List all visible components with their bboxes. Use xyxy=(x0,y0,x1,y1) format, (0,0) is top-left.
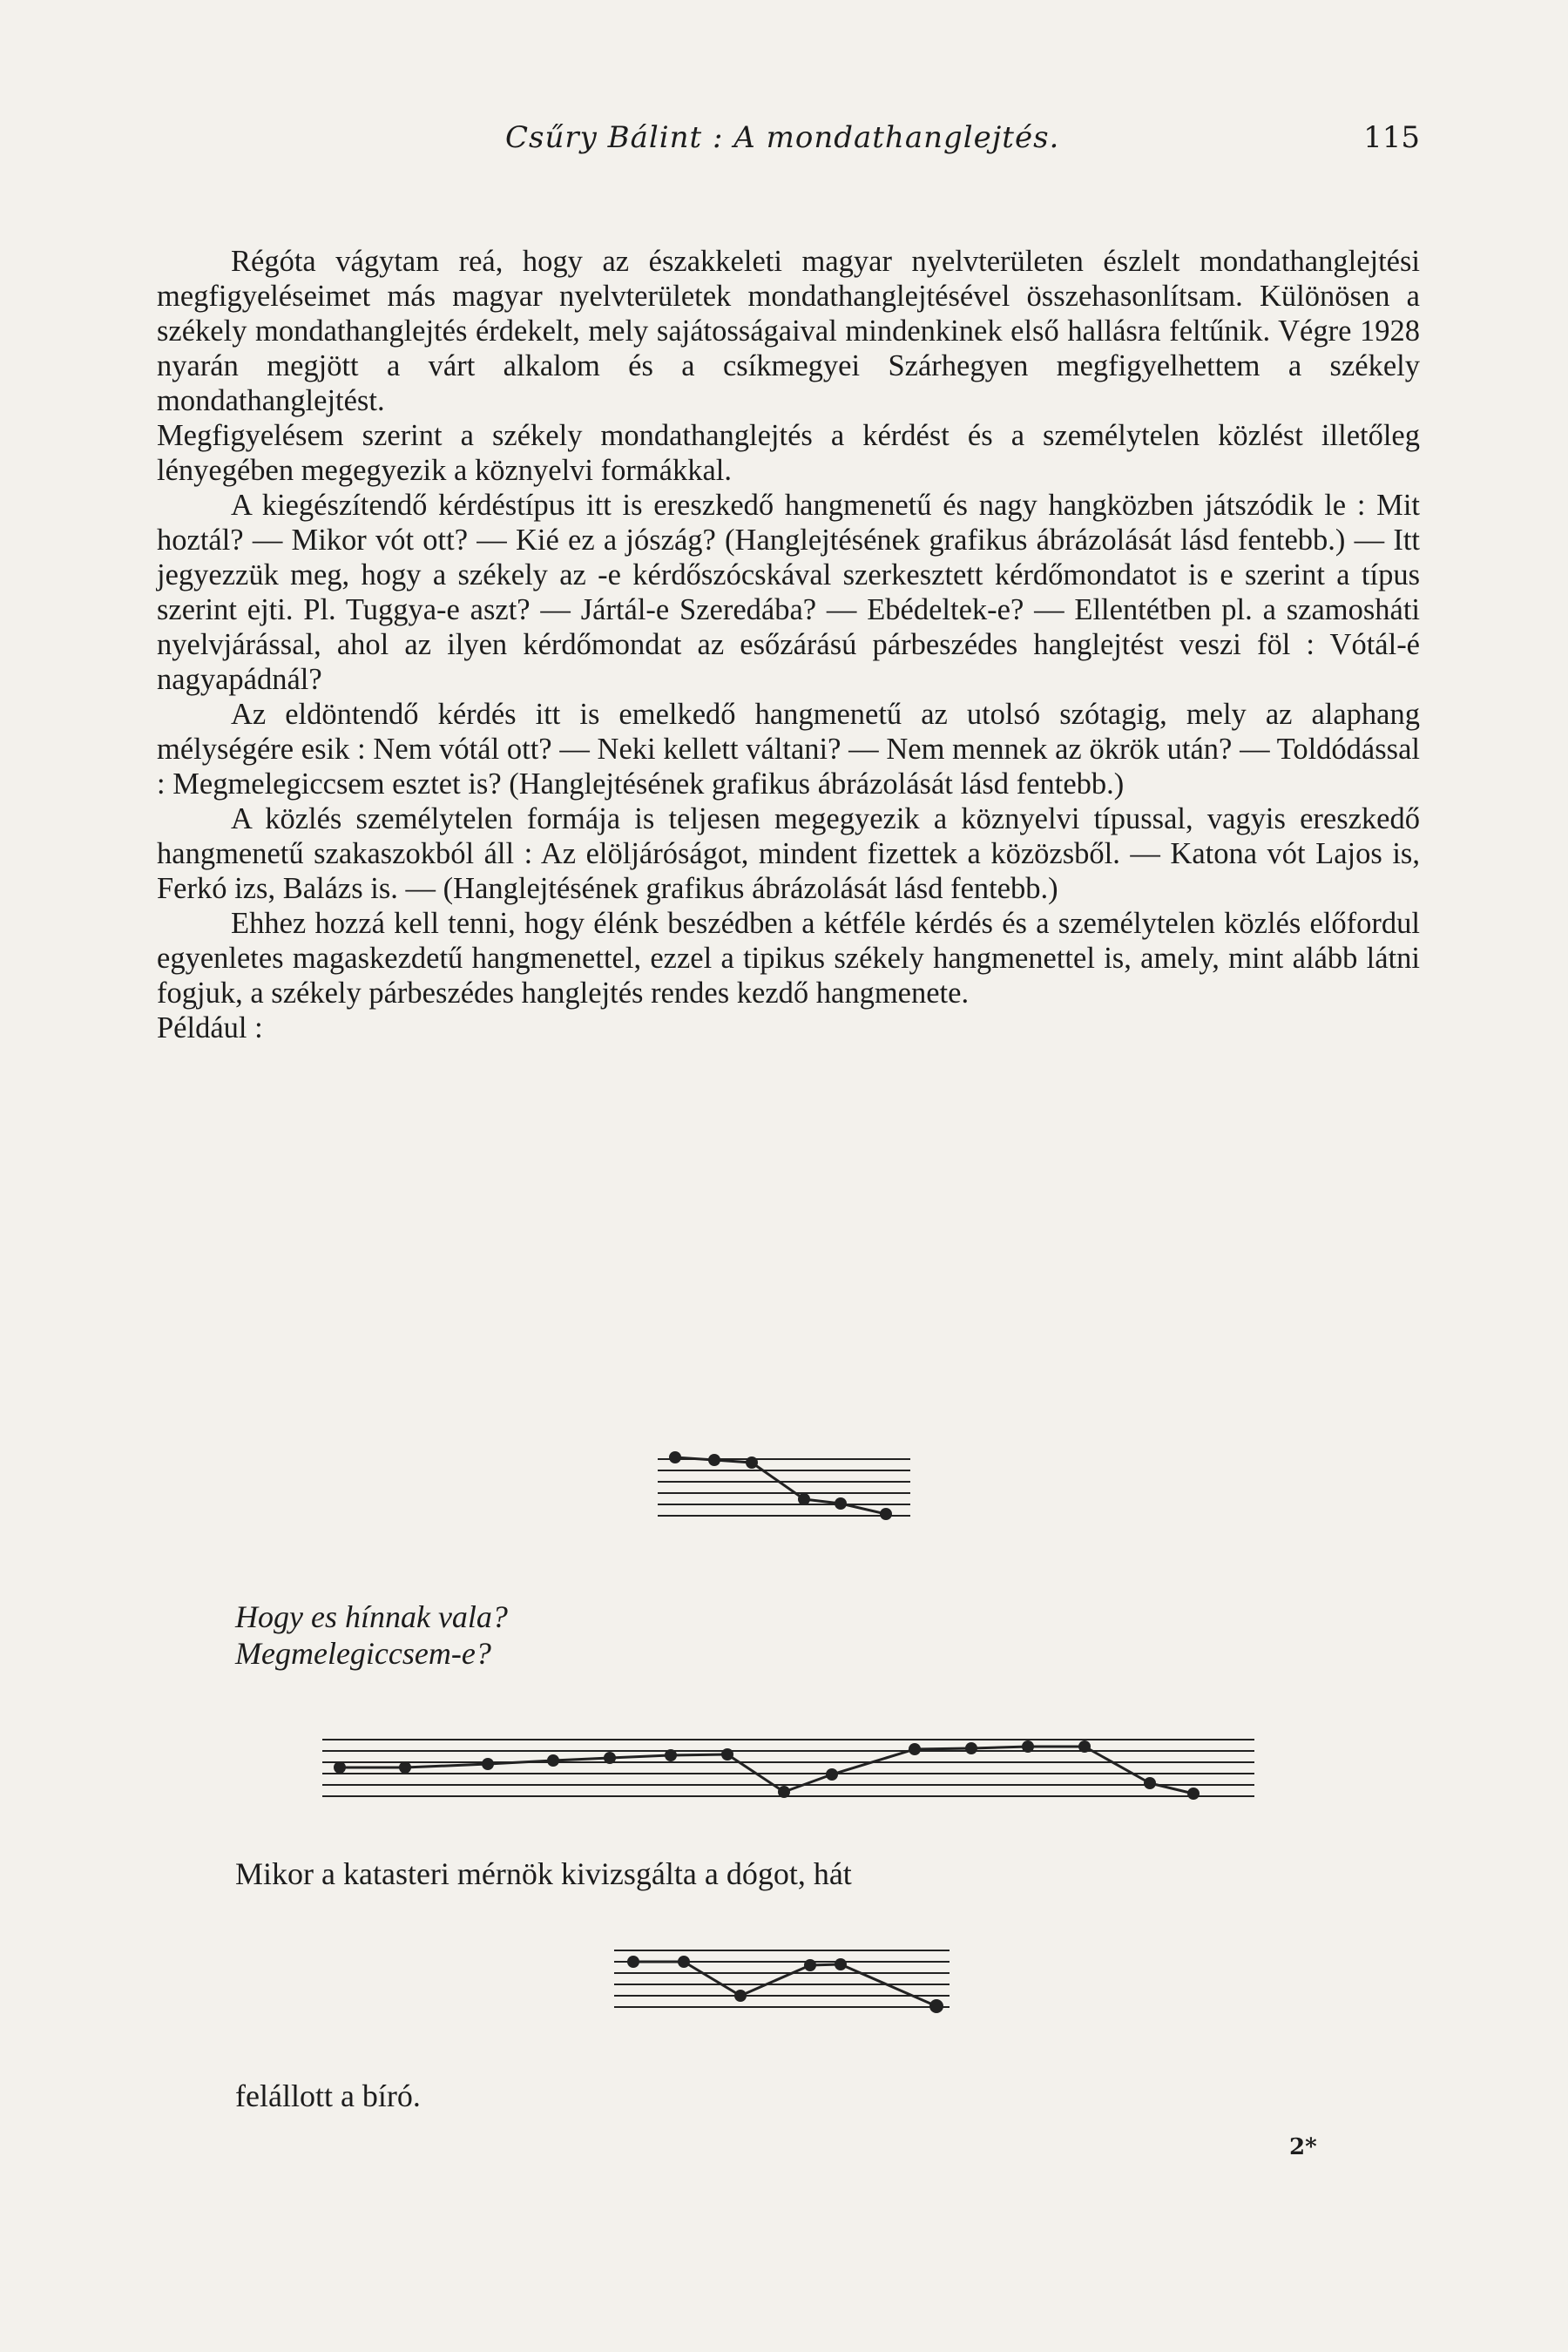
paragraph: Például : xyxy=(157,1011,263,1044)
paragraph: A kiegészítendő kérdéstípus itt is ereszkedő hangmenetű és nagy hangközben játszódik le : Mit hoztál? — Mikor vót ott? — Kié ez a jószág? (Hanglejtésének grafikus ábrázolását lásd fentebb.) — Itt jegyezzük meg, hogy a székely az -e kérdőszócskával szerkesztett kérdőmondatot is e szerint a típus szerint ejti. Pl. Tuggya-e aszt? — Jártál-e Szeredába? — Ebédeltek-e? — Ellentétben pl. a szamosháti nyelvjárással, ahol az ilyen kérdőmondat az esőzárású párbeszédes hanglejtést veszi föl : Vótál-é nagyapádnál? xyxy=(157,489,1420,696)
pitch-dot xyxy=(835,1958,847,1970)
pitch-dot xyxy=(734,1990,747,2002)
paragraph: Régóta vágytam reá, hogy az északkeleti magyar nyelvterületen észlelt mondathanglejtési megfigyeléseimet más magyar nyelvterületek mondathanglejtésével összehasonlítsam. Különösen a székely mondathanglejtés érdekelt, mely sajátosságaival mindenkinek első hallásra feltűnik. Végre 1928 nyarán megjött a várt alkalom és a csíkmegyei Szárhegyen megfigyelhettem a székely mondathanglejtést. xyxy=(157,245,1420,417)
pitch-dot xyxy=(909,1743,921,1755)
paragraph: Az eldöntendő kérdés itt is emelkedő hangmenetű az utolsó szótagig, mely az alaphang mélységére esik : Nem vótál ott? — Neki kellett váltani? — Nem mennek az ökrök után? — Toldódással : Megmelegiccsem esztet is? (Hanglejtésének grafikus ábrázolását lásd fentebb.) xyxy=(157,698,1420,801)
intonation-diagram xyxy=(658,1450,919,1533)
signature-mark: 2* xyxy=(1289,2134,1317,2160)
pitch-dot xyxy=(1144,1777,1156,1789)
pitch-dot xyxy=(778,1786,790,1798)
pitch-dot xyxy=(929,1999,943,2013)
example-line: felállott a bíró. xyxy=(235,2078,421,2113)
page-number: 115 xyxy=(1363,120,1420,155)
example-caption xyxy=(235,1855,852,1892)
pitch-dot xyxy=(798,1493,810,1505)
pitch-dot xyxy=(665,1749,677,1761)
paragraph: Megfigyelésem szerint a székely mondathanglejtés a kérdést és a személytelen közlést illetőleg lényegében megegyezik a köznyelvi formákkal. xyxy=(157,419,1420,487)
pitch-dot xyxy=(880,1508,892,1520)
example-line: Hogy es hínnak vala? xyxy=(235,1599,508,1634)
pitch-dot xyxy=(965,1742,977,1754)
intonation-diagram xyxy=(614,1938,958,2021)
body-text xyxy=(157,244,1420,1045)
example-caption xyxy=(235,1598,508,1672)
pitch-dot xyxy=(678,1956,690,1968)
pitch-dot xyxy=(708,1454,720,1466)
example-line: Megmelegiccsem-e? xyxy=(235,1636,491,1671)
pitch-dot xyxy=(399,1761,411,1774)
running-header xyxy=(157,120,1420,164)
pitch-dot xyxy=(604,1752,616,1764)
pitch-dot xyxy=(826,1768,838,1781)
pitch-dot xyxy=(334,1761,346,1774)
pitch-dot xyxy=(1022,1740,1034,1753)
pitch-dot xyxy=(1078,1740,1091,1753)
pitch-dot xyxy=(547,1754,559,1767)
pitch-dot xyxy=(721,1748,733,1761)
paragraph: A közlés személytelen formája is teljesen megegyezik a köznyelvi típussal, vagyis ereszkedő hangmenetű szakaszokból áll : Az elöljáróságot, mindent fizettek a közözsből. — Katona vót Lajos is, Ferkó izs, Balázs is. — (Hanglejtésének grafikus ábrázolását lásd fentebb.) xyxy=(157,802,1420,905)
paragraph: Ehhez hozzá kell tenni, hogy élénk beszédben a kétféle kérdés és a személytelen közlés előfordul egyenletes magaskezdetű hangmenettel, ezzel a tipikus székely hangmenettel is, amely, mint alább látni fogjuk, a székely párbeszédes hanglejtés rendes kezdő hangmenete. xyxy=(157,907,1420,1010)
pitch-dot xyxy=(627,1956,639,1968)
pitch-dot xyxy=(746,1456,758,1469)
pitch-dot xyxy=(482,1758,494,1770)
example-line: Mikor a katasteri mérnök kivizsgálta a dógot, hát xyxy=(235,1856,852,1891)
staff-lines xyxy=(658,1459,910,1516)
pitch-dot xyxy=(835,1497,847,1510)
example-caption xyxy=(235,2078,421,2114)
pitch-dot xyxy=(804,1959,816,1971)
pitch-dot xyxy=(1187,1788,1200,1800)
pitch-dot xyxy=(669,1451,681,1463)
intonation-diagram xyxy=(322,1729,1263,1812)
running-head: Csűry Bálint : A mondathanglejtés. xyxy=(505,120,1060,155)
